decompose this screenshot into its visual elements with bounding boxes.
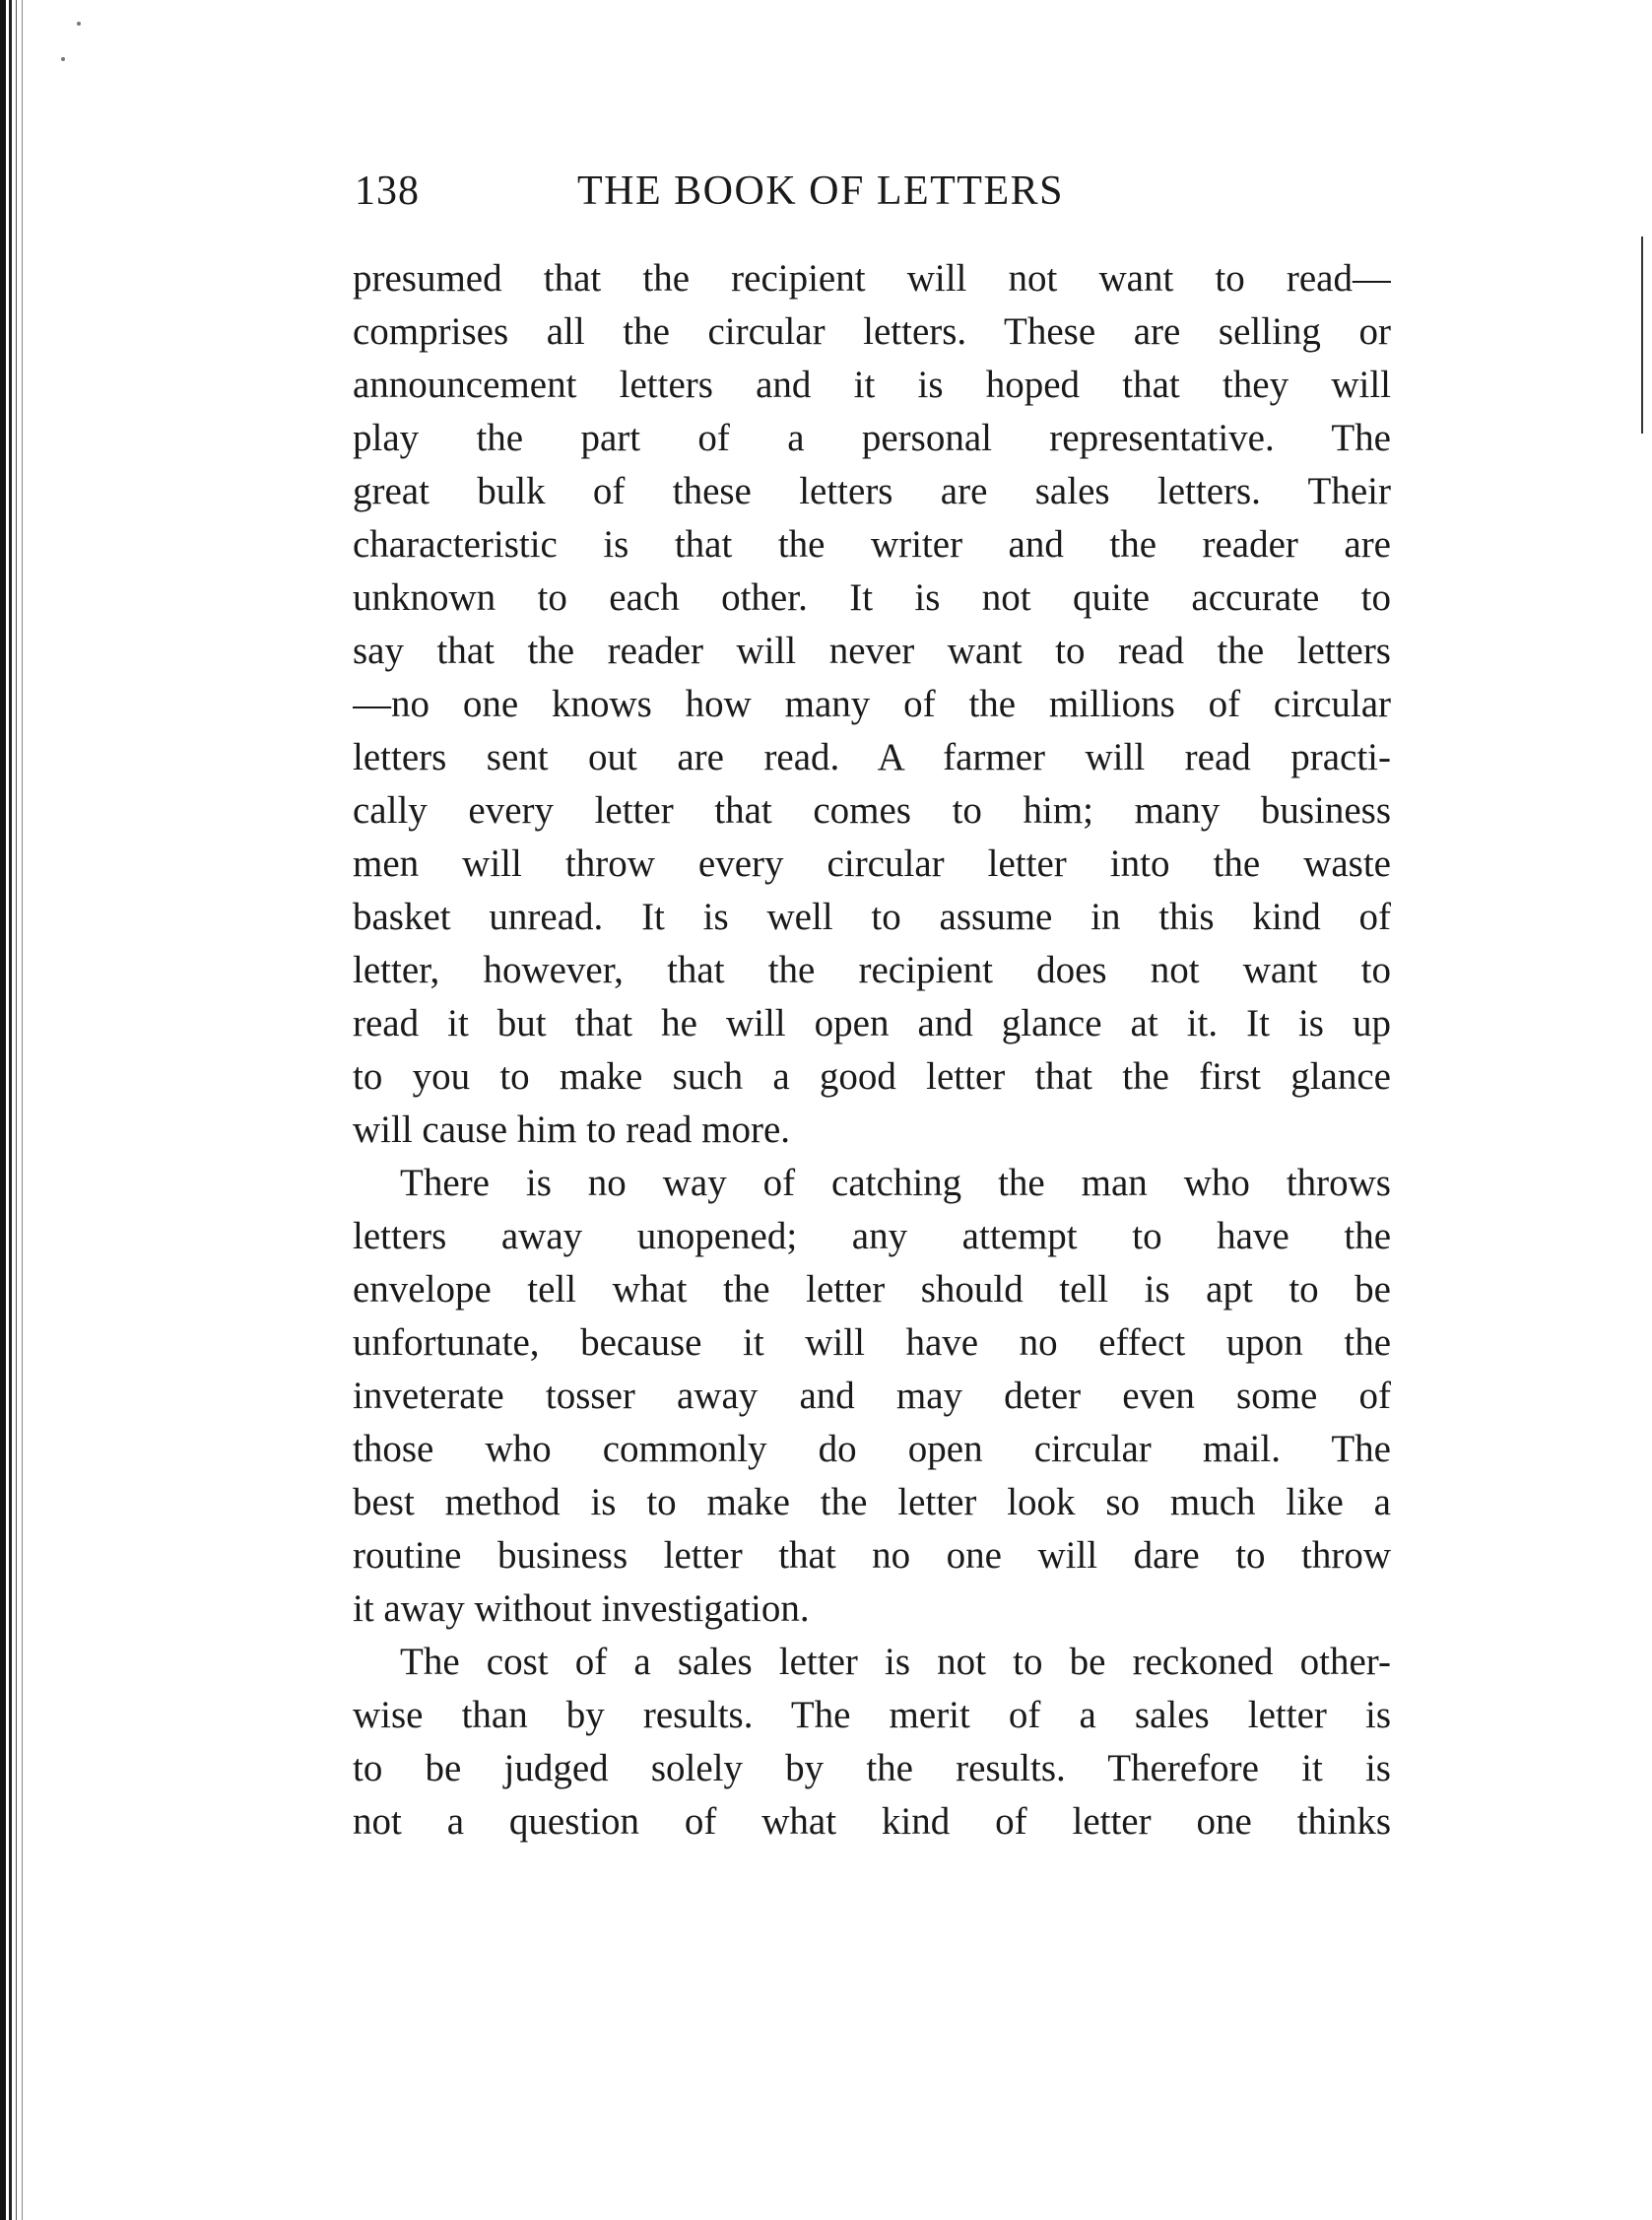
binding-edge: [0, 0, 33, 2220]
text-line: men will throw every circular letter into the waste: [353, 842, 1391, 885]
running-title: THE BOOK OF LETTERS: [577, 168, 1064, 214]
text-line: letters away unopened; any attempt to have the: [353, 1215, 1391, 1257]
body-text: [353, 252, 1391, 1849]
text-line: unfortunate, because it will have no effect upon the: [353, 1321, 1391, 1364]
scan-speck: [61, 57, 65, 61]
text-line: presumed that the recipient will not want to read—: [353, 257, 1391, 300]
text-line: The cost of a sales letter is not to be reckoned other-: [400, 1641, 1391, 1683]
text-line: unknown to each other. It is not quite accurate to: [353, 576, 1391, 619]
page-number: 138: [355, 168, 420, 214]
text-line: announcement letters and it is hoped that they will: [353, 364, 1391, 406]
text-line: letters sent out are read. A farmer will read practi-: [353, 736, 1391, 778]
text-line: cally every letter that comes to him; many business: [353, 789, 1391, 832]
text-line: routine business letter that no one will dare to throw: [353, 1534, 1391, 1577]
text-line: envelope tell what the letter should tell is apt to be: [353, 1268, 1391, 1311]
text-line: letter, however, that the recipient does not want to: [353, 949, 1391, 991]
text-line: best method is to make the letter look so much like a: [353, 1481, 1391, 1523]
text-line: play the part of a personal representative. The: [353, 417, 1391, 459]
text-line: characteristic is that the writer and the reader are: [353, 523, 1391, 566]
text-line: those who commonly do open circular mail. The: [353, 1428, 1391, 1470]
text-line: read it but that he will open and glance at it. It is up: [353, 1002, 1391, 1044]
text-line: basket unread. It is well to assume in this kind of: [353, 896, 1391, 938]
scan-edge-mark: [1641, 236, 1643, 434]
text-line: —no one knows how many of the millions of circular: [353, 683, 1391, 725]
scan-speck: [77, 22, 81, 26]
text-line: inveterate tosser away and may deter even some of: [353, 1375, 1391, 1417]
text-line: to be judged solely by the results. Therefore it is: [353, 1747, 1391, 1789]
text-line: will cause him to read more.: [353, 1109, 791, 1151]
text-line: comprises all the circular letters. These are selling or: [353, 310, 1391, 353]
text-line: to you to make such a good letter that the first glance: [353, 1055, 1391, 1098]
text-line: wise than by results. The merit of a sales letter is: [353, 1694, 1391, 1736]
paragraph: [353, 252, 1391, 1157]
text-line: say that the reader will never want to read the letters: [353, 630, 1391, 672]
paragraph: [353, 1157, 1391, 1636]
page-header: [355, 168, 1389, 236]
text-line: not a question of what kind of letter one thinks: [353, 1800, 1391, 1843]
text-line: There is no way of catching the man who throws: [400, 1162, 1391, 1204]
paragraph: [353, 1636, 1391, 1849]
text-line: great bulk of these letters are sales letters. Their: [353, 470, 1391, 512]
text-line: it away without investigation.: [353, 1587, 810, 1630]
